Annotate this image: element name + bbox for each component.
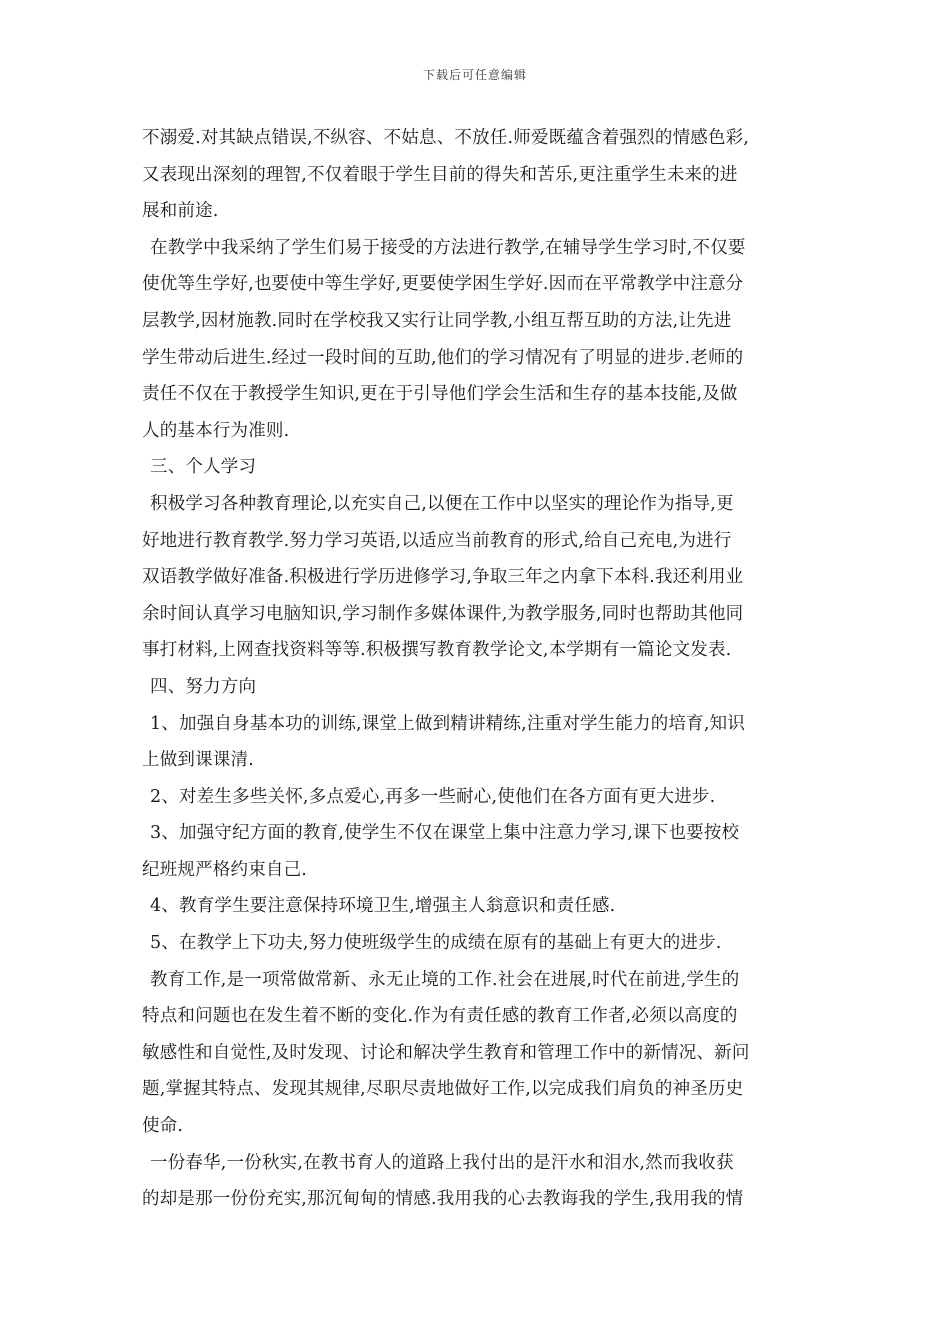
text-line: 层教学,因材施教.同时在学校我又实行让同学教,小组互帮互助的方法,让先进 [142,310,732,331]
text-line: 题,掌握其特点、发现其规律,尽职尽责地做好工作,以完成我们肩负的神圣历史 [142,1079,744,1100]
text-line: 上做到课课清. [142,750,254,771]
text-line: 的却是那一份份充实,那沉甸甸的情感.我用我的心去教诲我的学生,我用我的情 [142,1189,744,1210]
text-line: 不溺爱.对其缺点错误,不纵容、不姑息、不放任.师爱既蕴含着强烈的情感色彩, [142,128,750,148]
page-header: 下载后可任意编辑 [422,68,527,82]
text-line: 好地进行教育教学.努力学习英语,以适应当前教育的形式,给自己充电,为进行 [142,530,732,551]
text-line: 三、个人学习 [150,457,257,478]
text-line: 四、努力方向 [150,676,257,697]
text-line: 4、教育学生要注意保持环境卫生,增强主人翁意识和责任感. [150,896,616,917]
text-line: 责任不仅在于教授学生知识,更在于引导他们学会生活和生存的基本技能,及做 [142,384,738,405]
text-line: 教育工作,是一项常做常新、永无止境的工作.社会在进展,时代在前进,学生的 [150,969,740,990]
text-line: 在教学中我采纳了学生们易于接受的方法进行教学,在辅导学生学习时,不仅要 [150,237,746,258]
text-line: 又表现出深刻的理智,不仅着眼于学生目前的得失和苦乐,更注重学生未来的进 [142,164,738,185]
text-line: 积极学习各种教育理论,以充实自己,以便在工作中以坚实的理论作为指导,更 [150,493,734,514]
text-line: 一份春华,一份秋实,在教书育人的道路上我付出的是汗水和泪水,然而我收获 [150,1152,734,1173]
text-line: 5、在教学上下功夫,努力使班级学生的成绩在原有的基础上有更大的进步. [150,933,722,954]
text-line: 双语教学做好准备.积极进行学历进修学习,争取三年之内拿下本科.我还利用业 [142,567,744,588]
text-line: 特点和问题也在发生着不断的变化.作为有责任感的教育工作者,必须以高度的 [142,1006,738,1027]
text-line: 人的基本行为准则. [142,420,290,441]
text-line: 敏感性和自觉性,及时发现、讨论和解决学生教育和管理工作中的新情况、新问 [142,1042,750,1063]
text-line: 使优等生学好,也要使中等生学好,更要使学困生学好.因而在平常教学中注意分 [142,274,744,295]
text-line: 1、加强自身基本功的训练,课堂上做到精讲精练,注重对学生能力的培育,知识 [150,713,746,734]
text-line: 3、加强守纪方面的教育,使学生不仅在课堂上集中注意力学习,课下也要按校 [150,823,740,844]
text-line: 余时间认真学习电脑知识,学习制作多媒体课件,为教学服务,同时也帮助其他同 [142,603,744,624]
document-body [142,120,814,1218]
text-line: 使命. [142,1116,184,1137]
text-line: 学生带动后进生.经过一段时间的互助,他们的学习情况有了明显的进步.老师的 [142,347,744,368]
text-line: 事打材料,上网查找资料等等.积极撰写教育教学论文,本学期有一篇论文发表. [142,640,732,661]
text-line: 2、对差生多些关怀,多点爱心,再多一些耐心,使他们在各方面有更大进步. [150,786,716,807]
text-line: 纪班规严格约束自己. [142,859,308,880]
text-line: 展和前途. [142,201,219,222]
